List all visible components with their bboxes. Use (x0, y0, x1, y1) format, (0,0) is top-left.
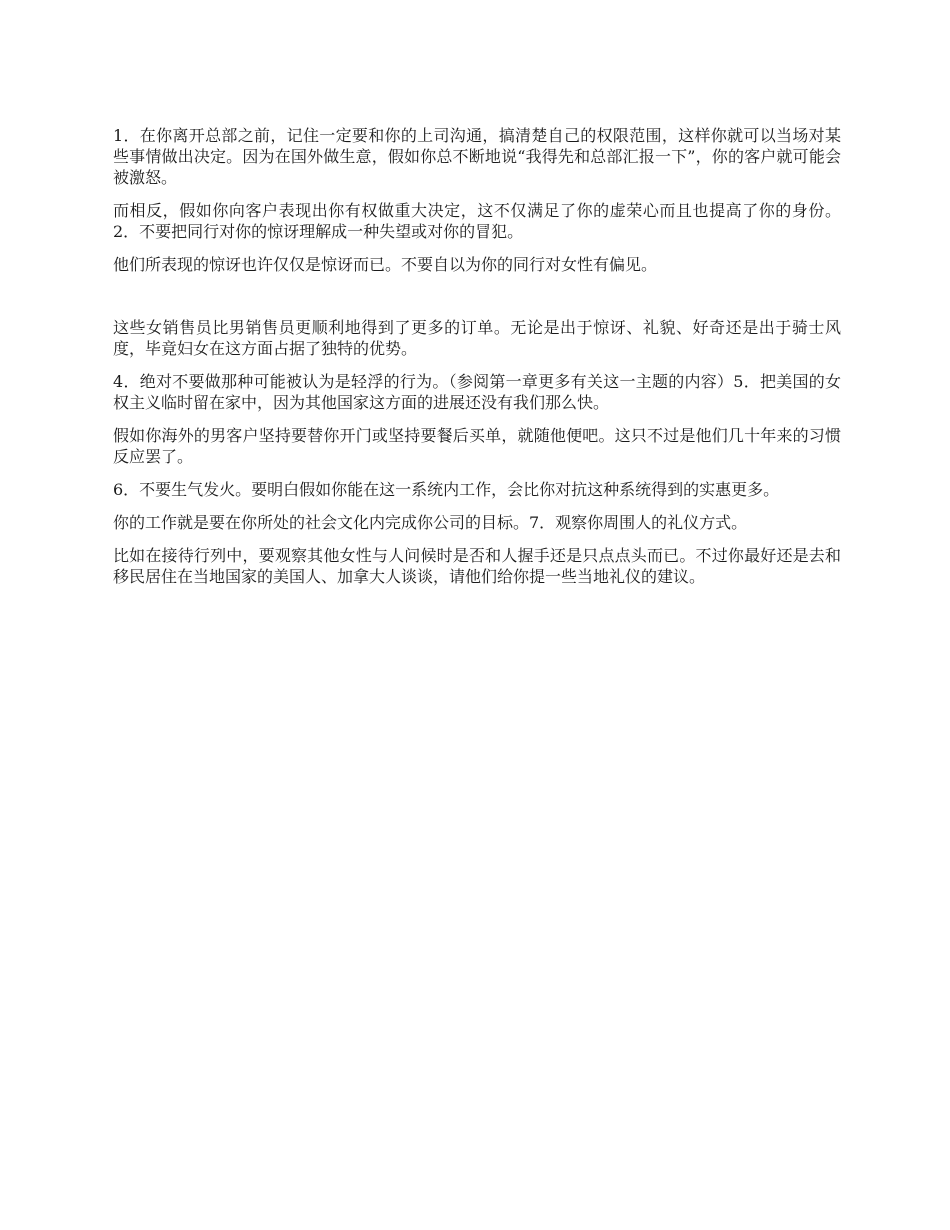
paragraph-2: 而相反，假如你向客户表现出你有权做重大决定，这不仅满足了你的虚荣心而且也提高了你的身份。2．不要把同行对你的惊讶理解成一种失望或对你的冒犯。 (113, 201, 841, 241)
paragraph-3: 他们所表现的惊讶也许仅仅是惊讶而已。不要自以为你的同行对女性有偏见。 (113, 255, 658, 274)
paragraph-1: 1．在你离开总部之前，记住一定要和你的上司沟通，搞清楚自己的权限范围，这样你就可以当场对某些事情做出决定。因为在国外做生意，假如你总不断地说“我得先和总部汇报一下”，你的客户就可能会被激怒。 (113, 126, 841, 187)
paragraph-8: 你的工作就是要在你所处的社会文化内完成你公司的目标。7．观察你周围人的礼仪方式。 (113, 513, 748, 532)
paragraph-7: 6．不要生气发火。要明白假如你能在这一系统内工作，会比你对抗这种系统得到的实惠更多。 (113, 480, 780, 499)
paragraph-5: 4．绝对不要做那种可能被认为是轻浮的行为。（参阅第一章更多有关这一主题的内容）5．把美国的女权主义临时留在家中，因为其他国家这方面的进展还没有我们那么快。 (113, 372, 841, 412)
paragraph-4: 这些女销售员比男销售员更顺利地得到了更多的订单。无论是出于惊讶、礼貌、好奇还是出于骑士风度，毕竟妇女在这方面占据了独特的优势。 (113, 318, 841, 358)
paragraph-6: 假如你海外的男客户坚持要替你开门或坚持要餐后买单，就随他便吧。这只不过是他们几十年来的习惯反应罢了。 (113, 426, 841, 466)
document-body (113, 125, 841, 599)
paragraph-9: 比如在接待行列中，要观察其他女性与人问候时是否和人握手还是只点点头而已。不过你最好还是去和移民居住在当地国家的美国人、加拿大人谈谈，请他们给你提一些当地礼仪的建议。 (113, 546, 841, 586)
